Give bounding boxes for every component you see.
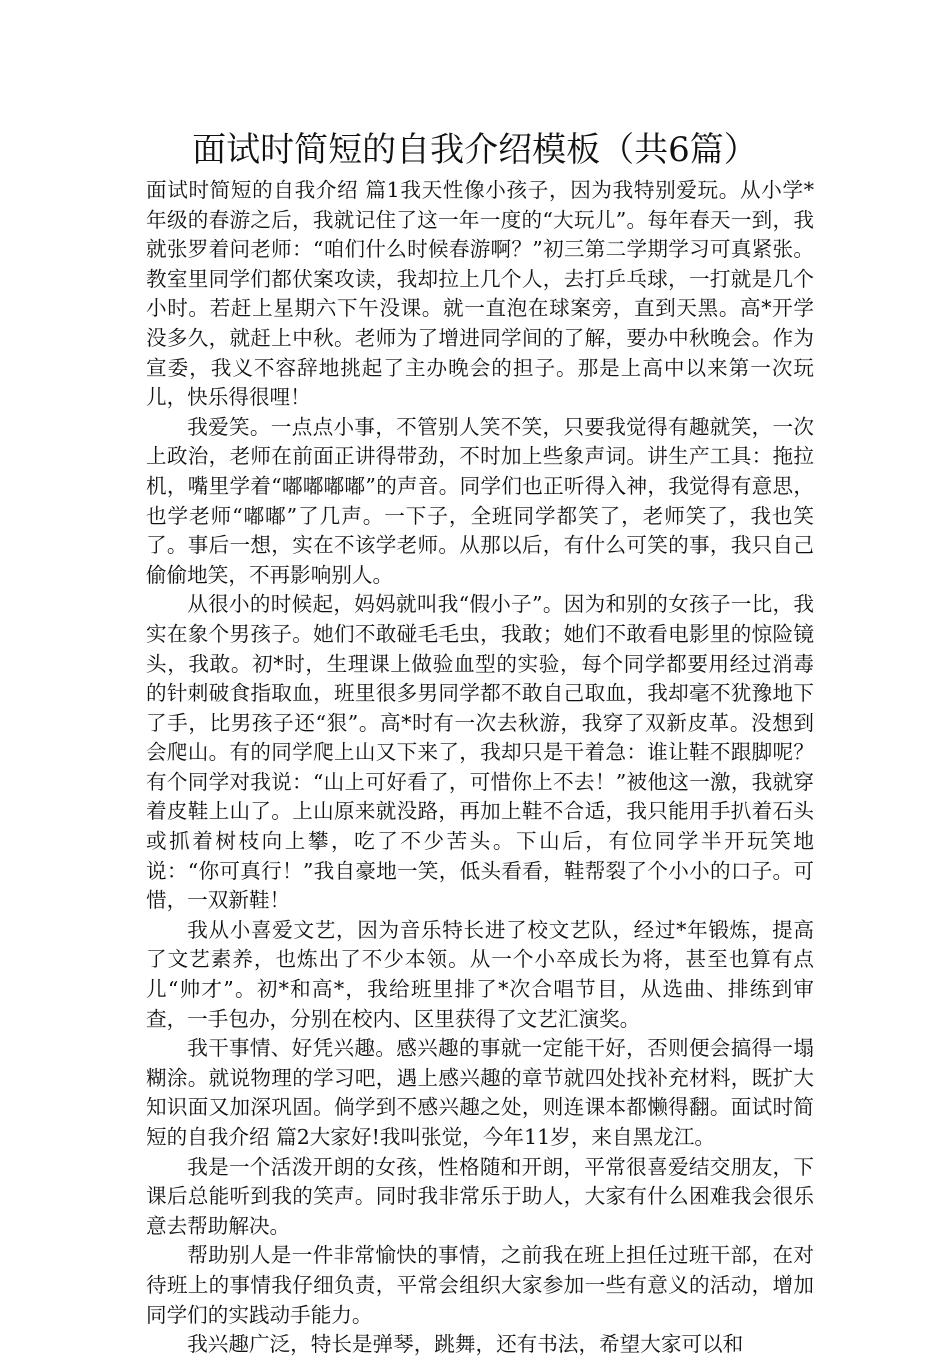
paragraph-7: 帮助别人是一件非常愉快的事情，之前我在班上担任过班干部，在对待班上的事情我仔细负责，平常会组织大家参加一些有意义的活动，增加同学们的实践动手能力。 — [146, 1243, 814, 1327]
paragraph-1: 面试时简短的自我介绍 篇1我天性像小孩子，因为我特别爱玩。从小学*年级的春游之后，我就记住了这一年一度的“大玩儿”。每年春天一到，我就张罗着问老师：“咱们什么时候春游啊？”初三第二学期学习可真紧张。教室里同学们都伏案攻读，我却拉上几个人，去打乒乓球，一打就是几个小时。若赶上星期六下午没课。就一直泡在球案旁，直到天黑。高*开学没多久，就赶上中秋。老师为了增进同学间的了解，要办中秋晚会。作为宣委，我义不容辞地挑起了主办晚会的担子。那是上高中以来第一次玩儿，快乐得很哩！ — [146, 178, 814, 410]
paragraph-8: 我兴趣广泛，特长是弹琴，跳舞，还有书法，希望大家可以和 — [187, 1332, 744, 1357]
paragraph-6: 我是一个活泼开朗的女孩，性格随和开朗，平常很喜爱结交朋友，下课后总能听到我的笑声。同时我非常乐于助人，大家有什么困难我会很乐意去帮助解决。 — [146, 1154, 814, 1238]
paragraph-2: 我爱笑。一点点小事，不管别人笑不笑，只要我觉得有趣就笑，一次上政治，老师在前面正讲得带劲，不时加上些象声词。讲生产工具：拖拉机，嘴里学着“嘟嘟嘟嘟”的声音。同学们也正听得入神，我觉得有意思，也学老师“嘟嘟”了几声。一下子，全班同学都笑了，老师笑了，我也笑了。事后一想，实在不该学老师。从那以后，有什么可笑的事，我只自己偷偷地笑，不再影响别人。 — [146, 414, 814, 587]
paragraph-5: 我干事情、好凭兴趣。感兴趣的事就一定能干好，否则便会搞得一塌糊涂。就说物理的学习吧，遇上感兴趣的章节就四处找补充材料，既扩大知识面又加深巩固。倘学到不感兴趣之处，则连课本都懒得翻。面试时简短的自我介绍 篇2大家好!我叫张觉，今年11岁，来自黑龙江。 — [146, 1036, 814, 1149]
paragraph-3: 从很小的时候起，妈妈就叫我“假小子”。因为和别的女孩子一比，我实在象个男孩子。她们不敢碰毛毛虫，我敢；她们不敢看电影里的惊险镜头，我敢。初*时，生理课上做验血型的实验，每个同学都要用经过消毒的针刺破食指取血，班里很多男同学都不敢自己取血，我却毫不犹豫地下了手，比男孩子还“狠”。高*时有一次去秋游，我穿了双新皮革。没想到会爬山。有的同学爬上山又下来了，我却只是干着急：谁让鞋不跟脚呢？有个同学对我说：“山上可好看了，可惜你上不去！”被他这一激，我就穿着皮鞋上山了。上山原来就没路，再加上鞋不合适，我只能用手扒着石头或抓着树枝向上攀，吃了不少苦头。下山后，有位同学半开玩笑地说：“你可真行！”我自豪地一笑，低头看看，鞋帮裂了个小小的口子。可惜，一双新鞋！ — [146, 592, 814, 913]
document-body — [146, 176, 814, 1360]
document-title: 面试时简短的自我介绍模板（共6篇） — [192, 130, 758, 170]
paragraph-4: 我从小喜爱文艺，因为音乐特长进了校文艺队，经过*年锻炼，提高了文艺素养，也炼出了不少本领。从一个小卒成长为将，甚至也算有点儿“帅才”。初*和高*，我给班里排了*次合唱节目，从选曲、排练到审查，一手包办，分别在校内、区里获得了文艺汇演奖。 — [146, 917, 814, 1031]
